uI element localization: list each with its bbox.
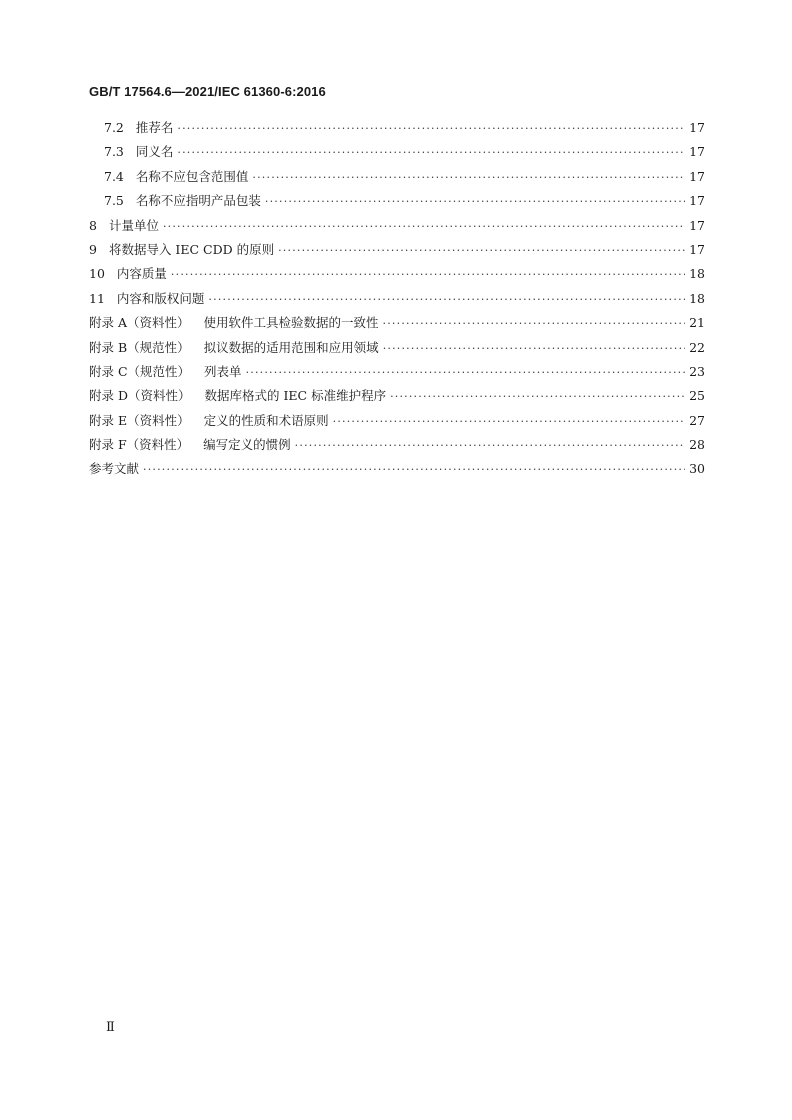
toc-entry[interactable]	[89, 384, 705, 408]
toc-entry-page: 28	[689, 437, 705, 453]
toc-entry-page: 18	[689, 290, 705, 306]
toc-leader-dots	[171, 263, 685, 287]
toc-entry[interactable]	[89, 287, 705, 311]
toc-entry[interactable]	[89, 214, 705, 238]
toc-entry-title: 定义的性质和术语原则	[203, 412, 329, 428]
toc-entry[interactable]	[89, 457, 705, 481]
toc-entry-title: 使用软件工具检验数据的一致性	[203, 315, 379, 331]
toc-entry-number: 11	[89, 290, 105, 306]
toc-entry[interactable]	[89, 165, 705, 189]
toc-leader-dots	[383, 337, 685, 361]
toc-entry-number: 附录 E（资料性）	[89, 412, 190, 428]
page-number: Ⅱ	[106, 1020, 115, 1035]
toc-entry-page: 21	[689, 315, 705, 331]
toc-leader-dots	[177, 117, 685, 141]
toc-entry[interactable]	[89, 311, 705, 335]
table-of-contents	[89, 116, 705, 482]
toc-entry-title: 内容质量	[116, 266, 167, 282]
toc-entry-page: 23	[689, 363, 705, 379]
toc-entry[interactable]	[89, 189, 705, 213]
toc-entry-page: 17	[689, 241, 705, 257]
toc-entry-title: 拟议数据的适用范围和应用领域	[203, 339, 379, 355]
toc-entry-number: 附录 A（资料性）	[89, 315, 190, 331]
toc-leader-dots	[278, 239, 685, 263]
toc-entry-page: 30	[689, 461, 705, 477]
toc-leader-dots	[383, 312, 685, 336]
toc-entry-title: 推荐名	[135, 120, 174, 135]
toc-entry-number: 8	[89, 217, 97, 233]
toc-entry-title: 同义名	[135, 144, 174, 160]
toc-entry-page: 17	[689, 193, 705, 209]
toc-leader-dots	[163, 215, 685, 239]
toc-entry-number: 7.4	[104, 168, 124, 184]
toc-entry-title: 编写定义的惯例	[203, 437, 291, 453]
toc-entry-number: 附录 F（资料性）	[89, 437, 190, 453]
toc-entry-number: 附录 C（规范性）	[89, 363, 191, 379]
toc-entry[interactable]	[89, 336, 705, 360]
toc-leader-dots	[208, 288, 685, 312]
toc-entry-title: 内容和版权问题	[116, 290, 205, 306]
toc-entry-title: 数据库格式的 IEC 标准维护程序	[204, 388, 387, 404]
toc-entry-title: 参考文献	[89, 461, 140, 477]
toc-leader-dots	[390, 385, 685, 409]
toc-entry-page: 17	[689, 120, 705, 135]
toc-entry-title: 名称不应包含范围值	[135, 168, 249, 184]
toc-entry-number: 10	[89, 266, 105, 282]
toc-entry-page: 27	[689, 412, 705, 428]
toc-entry-title: 计量单位	[108, 217, 159, 233]
toc-entry-page: 17	[689, 168, 705, 184]
toc-entry-page: 25	[689, 388, 705, 404]
toc-entry-title: 将数据导入 IEC CDD 的原则	[108, 241, 275, 257]
toc-entry[interactable]	[89, 409, 705, 433]
toc-entry-page: 17	[689, 217, 705, 233]
toc-entry-number: 9	[89, 241, 97, 257]
toc-leader-dots	[177, 141, 685, 165]
toc-leader-dots	[246, 361, 685, 385]
toc-entry-title: 名称不应指明产品包装	[135, 193, 261, 209]
toc-entry-number: 附录 D（资料性）	[89, 388, 191, 404]
document-header: GB/T 17564.6—2021/IEC 61360-6:2016	[89, 84, 326, 99]
toc-leader-dots	[333, 410, 685, 434]
toc-entry[interactable]	[89, 262, 705, 286]
toc-entry[interactable]	[89, 360, 705, 384]
toc-leader-dots	[295, 434, 685, 458]
toc-entry-page: 17	[689, 144, 705, 160]
toc-entry-page: 18	[689, 266, 705, 282]
toc-entry-number: 7.5	[104, 193, 124, 209]
toc-entry-number: 7.3	[104, 144, 124, 160]
toc-entry-page: 22	[689, 339, 705, 355]
toc-entry-title: 列表单	[204, 363, 242, 379]
toc-leader-dots	[252, 166, 685, 190]
toc-entry[interactable]	[89, 116, 705, 140]
toc-entry[interactable]	[89, 238, 705, 262]
toc-leader-dots	[143, 458, 685, 482]
toc-entry-number: 7.2	[104, 120, 124, 135]
toc-leader-dots	[265, 190, 685, 214]
toc-entry[interactable]	[89, 140, 705, 164]
toc-entry[interactable]	[89, 433, 705, 457]
toc-entry-number: 附录 B（规范性）	[89, 339, 190, 355]
